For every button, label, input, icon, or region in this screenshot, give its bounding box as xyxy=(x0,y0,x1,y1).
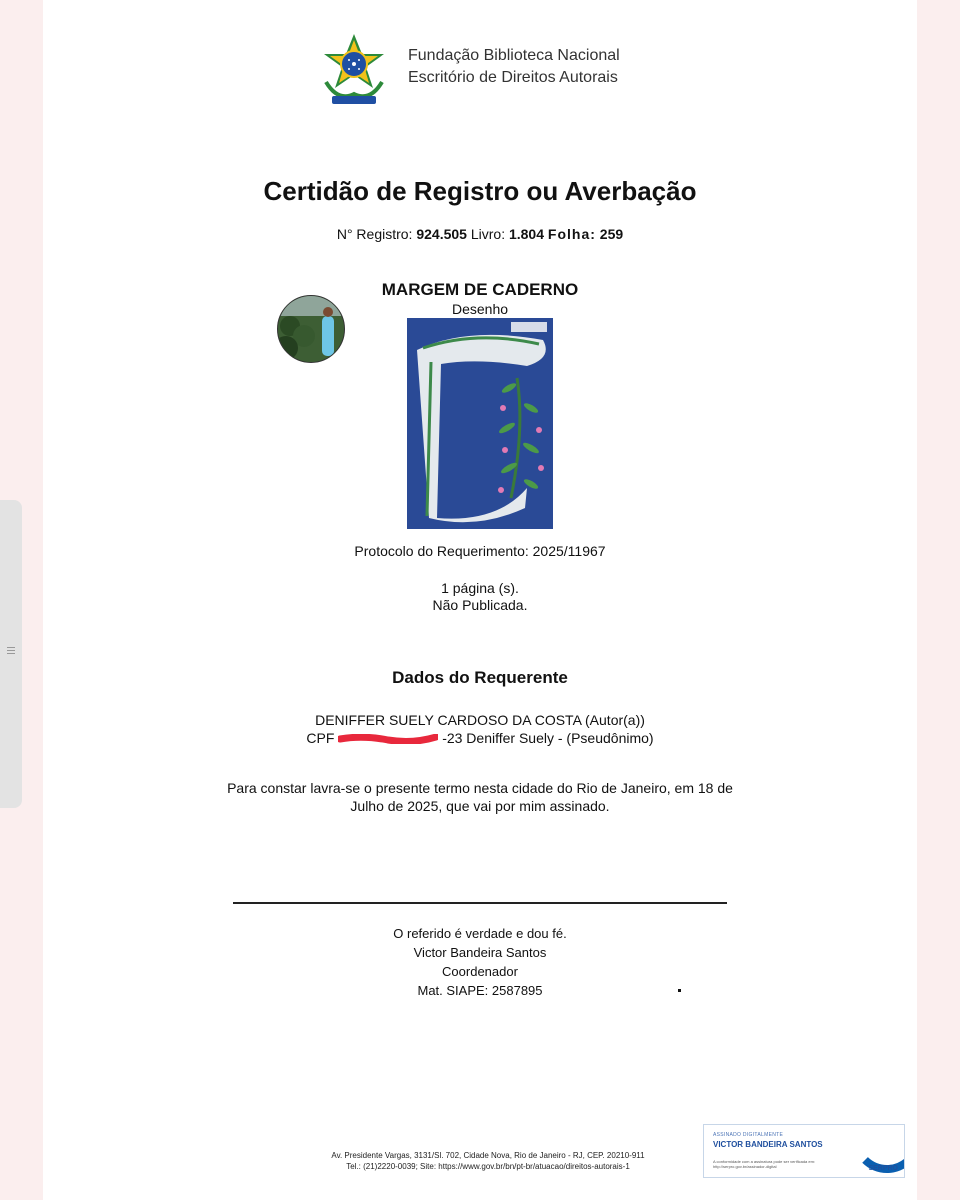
digital-signature-stamp xyxy=(703,1124,905,1178)
stray-mark xyxy=(678,989,681,992)
stamp-signer: VICTOR BANDEIRA SANTOS xyxy=(713,1140,823,1149)
protocol-number: Protocolo do Requerimento: 2025/11967 xyxy=(354,543,606,559)
cpf-label: CPF xyxy=(306,730,335,746)
person-photo-icon xyxy=(278,296,344,362)
requester-cpf-line xyxy=(43,729,917,747)
certificate-page xyxy=(43,0,917,1200)
footer-address xyxy=(263,1150,713,1172)
publication-status: Não Publicada. xyxy=(432,597,528,613)
livro-label: Livro: xyxy=(470,226,506,242)
registro-label: N° Registro: xyxy=(336,226,413,242)
cpf-tail: -23 Deniffer Suely - (Pseudônimo) xyxy=(442,730,654,746)
signer-registration: Mat. SIAPE: 2587895 xyxy=(417,983,543,998)
folha-value: 259 xyxy=(599,226,624,242)
folha-label: Folha: xyxy=(547,226,596,242)
grip-icon xyxy=(7,647,15,648)
artwork-image xyxy=(407,318,553,529)
statement-text: Para constar lavra-se o presente termo nesta cidade do Rio de Janeiro, em 18 de Julho de 2025, que vai por mim assinado. xyxy=(227,780,733,814)
footer-line-1: Av. Presidente Vargas, 3131/Sl. 702, Cidade Nova, Rio de Janeiro - RJ, CEP. 20210-911 xyxy=(331,1151,645,1160)
page-info xyxy=(43,580,917,614)
redaction-scribble-icon xyxy=(338,734,438,744)
signature-line xyxy=(233,902,727,904)
registration-line xyxy=(43,226,917,242)
issuer-name xyxy=(408,45,620,89)
org-line-2: Escritório de Direitos Autorais xyxy=(408,69,618,86)
avatar[interactable] xyxy=(277,295,345,363)
side-drawer-handle[interactable] xyxy=(0,500,22,808)
org-line-1: Fundação Biblioteca Nacional xyxy=(408,47,620,64)
requester-name: DENIFFER SUELY CARDOSO DA COSTA (Autor(a)) xyxy=(315,712,645,728)
footer-line-2: Tel.: (21)2220-0039; Site: https://www.gov.br/bn/pt-br/atuacao/direitos-autorais-1 xyxy=(346,1162,630,1171)
signature-block xyxy=(43,924,917,1000)
stamp-brand: SERPRO xyxy=(868,1165,898,1172)
brazil-coat-of-arms-icon xyxy=(318,32,390,112)
stamp-label: ASSINADO DIGITALMENTE xyxy=(713,1132,784,1138)
stamp-note: A conformidade com a assinatura pode ser verificada em: http://serpro.gov.br/assinador-digital xyxy=(713,1159,816,1169)
work-type: Desenho xyxy=(451,301,509,317)
signer-role: Coordenador xyxy=(442,964,518,979)
requester-details xyxy=(43,711,917,747)
signer-name: Victor Bandeira Santos xyxy=(413,945,547,960)
page-count: 1 página (s). xyxy=(441,580,519,596)
registro-value: 924.505 xyxy=(416,226,467,242)
certificate-title: Certidão de Registro ou Averbação xyxy=(263,176,697,206)
attestation-text: O referido é verdade e dou fé. xyxy=(393,926,567,941)
requester-section-title: Dados do Requerente xyxy=(392,668,568,687)
work-title: MARGEM DE CADERNO xyxy=(381,280,579,299)
livro-value: 1.804 xyxy=(508,226,545,242)
